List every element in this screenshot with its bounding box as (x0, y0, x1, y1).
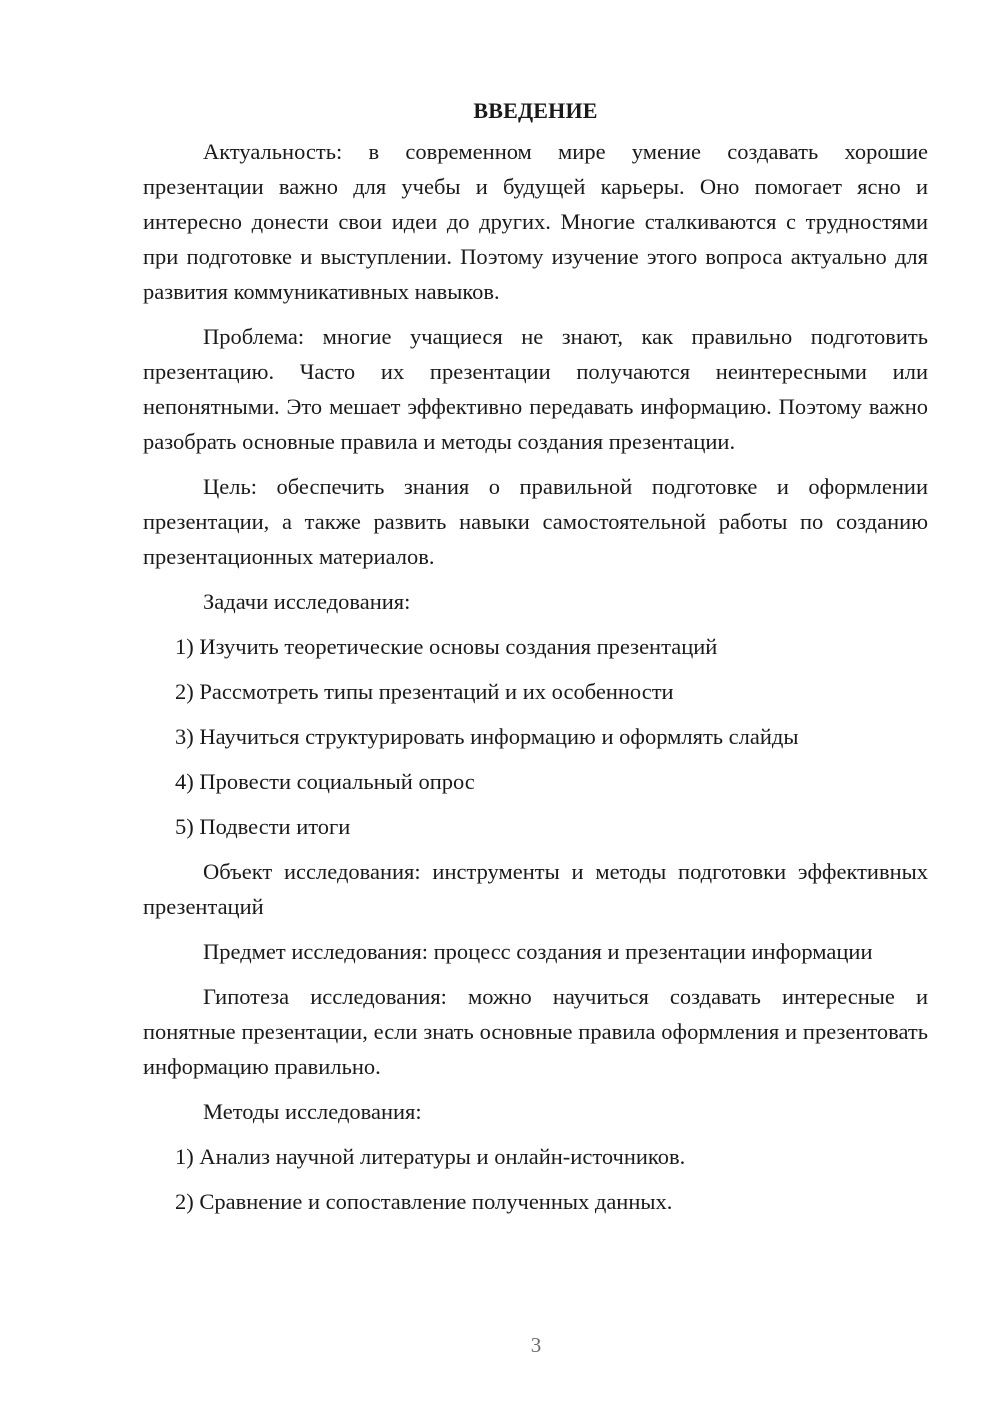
list-item: 5) Подвести итоги (175, 814, 351, 839)
tasks-list (143, 629, 928, 844)
list-item: 3) Научиться структурировать информацию и оформлять слайды (175, 724, 799, 749)
paragraph-object: Объект исследования: инструменты и методы подготовки эффективных презентаций (143, 859, 928, 919)
list-item: 2) Рассмотреть типы презентаций и их особенности (175, 679, 674, 704)
methods-list (143, 1139, 928, 1219)
section-heading: ВВЕДЕНИЕ (473, 98, 598, 123)
page-number: 3 (530, 1333, 542, 1357)
paragraph-subject: Предмет исследования: процесс создания и презентации информации (203, 939, 873, 964)
paragraph-problem: Проблема: многие учащиеся не знают, как правильно подготовить презентацию. Часто их презентации получаются неинтересными или непонятными. Это мешает эффективно передавать информацию. Поэтому важно разобрать основные правила и методы создания презентации. (143, 324, 928, 454)
tasks-title: Задачи исследования: (203, 589, 411, 614)
list-item: 2) Сравнение и сопоставление полученных данных. (175, 1189, 673, 1214)
list-item: 1) Изучить теоретические основы создания презентаций (175, 634, 718, 659)
list-item: 4) Провести социальный опрос (175, 769, 475, 794)
list-item: 1) Анализ научной литературы и онлайн-источников. (175, 1144, 686, 1169)
methods-title: Методы исследования: (203, 1099, 422, 1124)
page-content (143, 96, 928, 1229)
paragraph-goal: Цель: обеспечить знания о правильной подготовке и оформлении презентации, а также развить навыки самостоятельной работы по созданию презентационных материалов. (143, 474, 928, 569)
paragraph-relevance: Актуальность: в современном мире умение создавать хорошие презентации важно для учебы и будущей карьеры. Оно помогает ясно и интересно донести свои идеи до других. Многие сталкиваются с трудностями при подготовке и выступлении. Поэтому изучение этого вопроса актуально для развития коммуникативных навыков. (143, 139, 928, 304)
paragraph-hypothesis: Гипотеза исследования: можно научиться создавать интересные и понятные презентации, если знать основные правила оформления и презентовать информацию правильно. (143, 984, 928, 1079)
